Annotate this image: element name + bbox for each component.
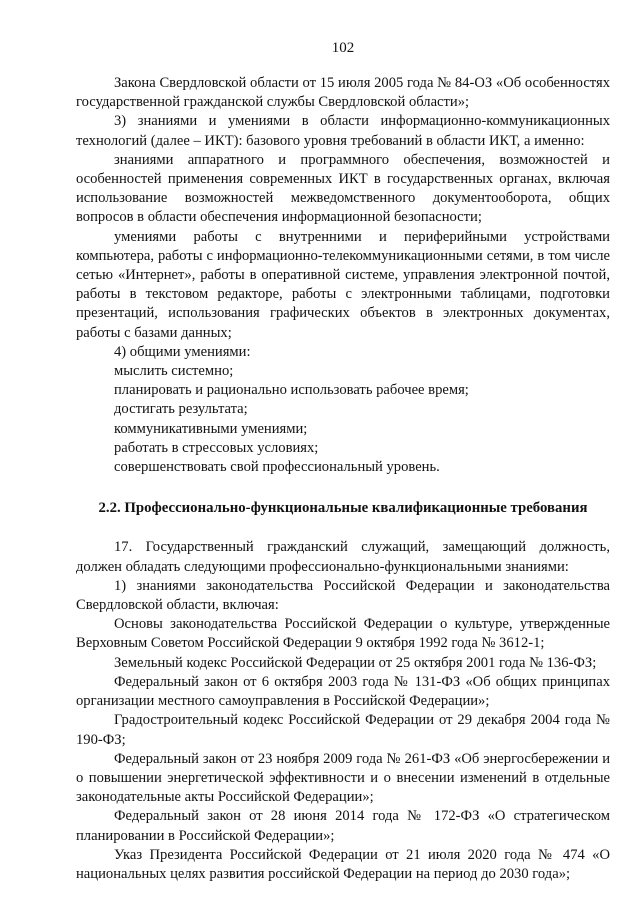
paragraph: 17. Государственный гражданский служащий, замещающий должность, должен обладать следующими профессионально-функциональными знаниями: (76, 539, 610, 575)
paragraph: совершенствовать свой профессиональный уровень. (114, 459, 440, 476)
paragraph: Указ Президента Российской Федерации от 21 июля 2020 года № 474 «О национальных целях развития российской Федерации на период до 2030 года»; (76, 846, 610, 882)
paragraph: достигать результата; (114, 401, 248, 418)
paragraph: Федеральный закон от 23 ноября 2009 года № 261-ФЗ «Об энергосбережении и о повышении энергетической эффективности и о внесении изменений в отдельные законодательные акты Российской Федерации»; (76, 750, 610, 806)
paragraph: знаниями аппаратного и программного обеспечения, возможностей и особенностей применения современных ИКТ в государственных органах, включая использование возможностей межведомственного документооборота, общих вопросов в области обеспечения информационной безопасности; (76, 151, 610, 226)
paragraph: Земельный кодекс Российской Федерации от 25 октября 2001 года № 136-ФЗ; (114, 654, 597, 671)
paragraph: мыслить системно; (114, 363, 234, 380)
paragraph: 3) знаниями и умениями в области информационно-коммуникационных технологий (далее – ИКТ): базового уровня требований в области ИКТ, а именно: (76, 113, 610, 149)
section-heading: 2.2. Профессионально-функциональные квалификационные требования (98, 500, 588, 517)
paragraph: работать в стрессовых условиях; (114, 439, 319, 456)
paragraph: 4) общими умениями: (114, 343, 251, 360)
paragraph: 1) знаниями законодательства Российской Федерации и законодательства Свердловской области, включая: (76, 577, 610, 614)
document-body (76, 74, 610, 884)
page-number: 102 (331, 40, 355, 56)
paragraph: умениями работы с внутренними и периферийными устройствами компьютера, работы с информационно-телекоммуникационными сетями, в том числе сетью «Интернет», работы в оперативной системе, управления электронной почтой, работы в текстовом редакторе, работы с электронными таблицами, подготовки презентаций, использования графических объектов в электронных документах, работы с базами данных; (76, 228, 610, 341)
paragraph: Закона Свердловской области от 15 июля 2005 года № 84-ОЗ «Об особенностях государственной гражданской службы Свердловской области»; (76, 75, 610, 111)
paragraph: планировать и рационально использовать рабочее время; (114, 382, 469, 399)
paragraph: Основы законодательства Российской Федерации о культуре, утвержденные Верховным Советом Российской Федерации 9 октября 1992 года № 3612-1; (76, 616, 610, 652)
paragraph: Федеральный закон от 28 июня 2014 года № 172-ФЗ «О стратегическом планировании в Российской Федерации»; (76, 808, 610, 844)
paragraph: Федеральный закон от 6 октября 2003 года № 131-ФЗ «Об общих принципах организации местного самоуправления в Российской Федерации»; (76, 673, 610, 710)
paragraph: Градостроительный кодекс Российской Федерации от 29 декабря 2004 года № 190-ФЗ; (76, 712, 610, 748)
paragraph: коммуникативными умениями; (114, 420, 308, 437)
